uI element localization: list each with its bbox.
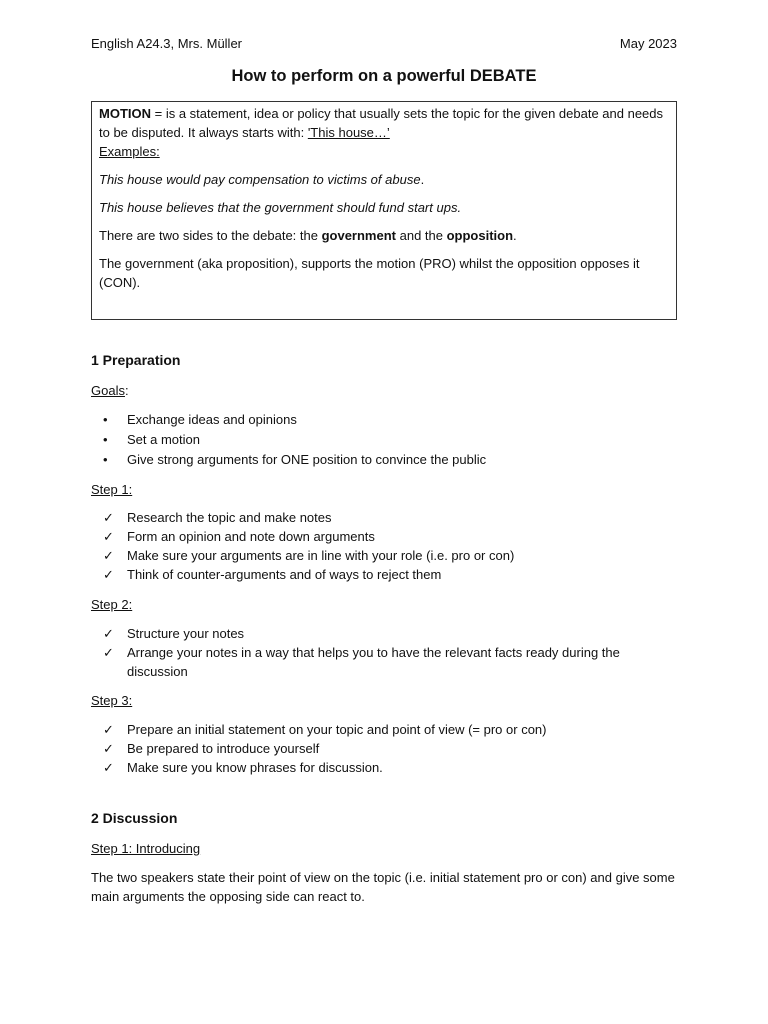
bullet-icon: •	[103, 452, 108, 467]
list-item: ✓ Be prepared to introduce yourself	[103, 741, 320, 756]
list-item: ✓ Arrange your notes in a way that helps you to have the relevant facts ready during the discussion	[103, 645, 620, 679]
bullet-icon: •	[103, 432, 108, 447]
debate-sides: There are two sides to the debate: the government and the opposition.	[99, 228, 517, 243]
goals-list	[91, 410, 677, 470]
motion-example-2: This house believes that the government should fund start ups.	[99, 200, 462, 215]
check-icon: ✓	[103, 548, 114, 563]
examples-label: Examples:	[99, 144, 160, 159]
list-item: ✓ Form an opinion and note down arguments	[103, 529, 375, 544]
check-icon: ✓	[103, 760, 114, 775]
section-heading-preparation: 1 Preparation	[91, 352, 181, 368]
list-item: ✓ Structure your notes	[103, 626, 245, 641]
header-course: English A24.3, Mrs. Müller	[91, 36, 243, 51]
check-icon: ✓	[103, 626, 114, 641]
step2-label: Step 2:	[91, 597, 133, 612]
bullet-icon: •	[103, 412, 108, 427]
list-item: • Give strong arguments for ONE position to convince the public	[91, 450, 677, 470]
check-icon: ✓	[103, 510, 114, 525]
motion-starts-with: 'This house…’	[307, 125, 390, 140]
side-government: government	[321, 228, 396, 243]
list-item: ✓ Think of counter-arguments and of ways to reject them	[103, 567, 442, 582]
motion-example-1: This house would pay compensation to victims of abuse.	[99, 172, 425, 187]
list-item: ✓ Make sure you know phrases for discussion.	[103, 760, 383, 775]
debate-roles: The government (aka proposition), supports the motion (PRO) whilst the opposition opposes it (CON).	[99, 256, 640, 290]
check-icon: ✓	[103, 529, 114, 544]
side-opposition: opposition	[446, 228, 514, 243]
motion-definition-text: = is a statement, idea or policy that usually sets the topic for the given debate and needs to be disputed. It always starts with:	[99, 106, 664, 140]
discussion-step1-text: The two speakers state their point of view on the topic (i.e. initial statement pro or con) and give some main arguments the opposing side can react to.	[91, 870, 675, 904]
goals-label: Goals:	[91, 383, 129, 398]
list-item: ✓ Prepare an initial statement on your topic and point of view (= pro or con)	[103, 722, 547, 737]
motion-definition	[99, 104, 669, 142]
document-title: How to perform on a powerful DEBATE	[231, 67, 537, 85]
step1-checklist	[91, 508, 677, 584]
step3-checklist	[91, 720, 677, 777]
list-item: ✓ Research the topic and make notes	[103, 510, 332, 525]
check-icon: ✓	[103, 645, 114, 660]
page-header	[91, 34, 677, 53]
header-date: May 2023	[619, 36, 677, 51]
check-icon: ✓	[103, 567, 114, 582]
list-item: • Exchange ideas and opinions	[91, 410, 677, 430]
discussion-step1-label: Step 1: Introducing	[91, 841, 201, 856]
list-item: ✓ Make sure your arguments are in line with your role (i.e. pro or con)	[103, 548, 515, 563]
motion-term: MOTION	[99, 106, 151, 121]
check-icon: ✓	[103, 741, 114, 756]
section-heading-discussion: 2 Discussion	[91, 810, 178, 826]
step1-label: Step 1:	[91, 482, 133, 497]
list-item: • Set a motion	[91, 430, 677, 450]
step2-checklist	[91, 624, 677, 681]
motion-definition-box	[91, 101, 677, 320]
check-icon: ✓	[103, 722, 114, 737]
step3-label: Step 3:	[91, 693, 133, 708]
